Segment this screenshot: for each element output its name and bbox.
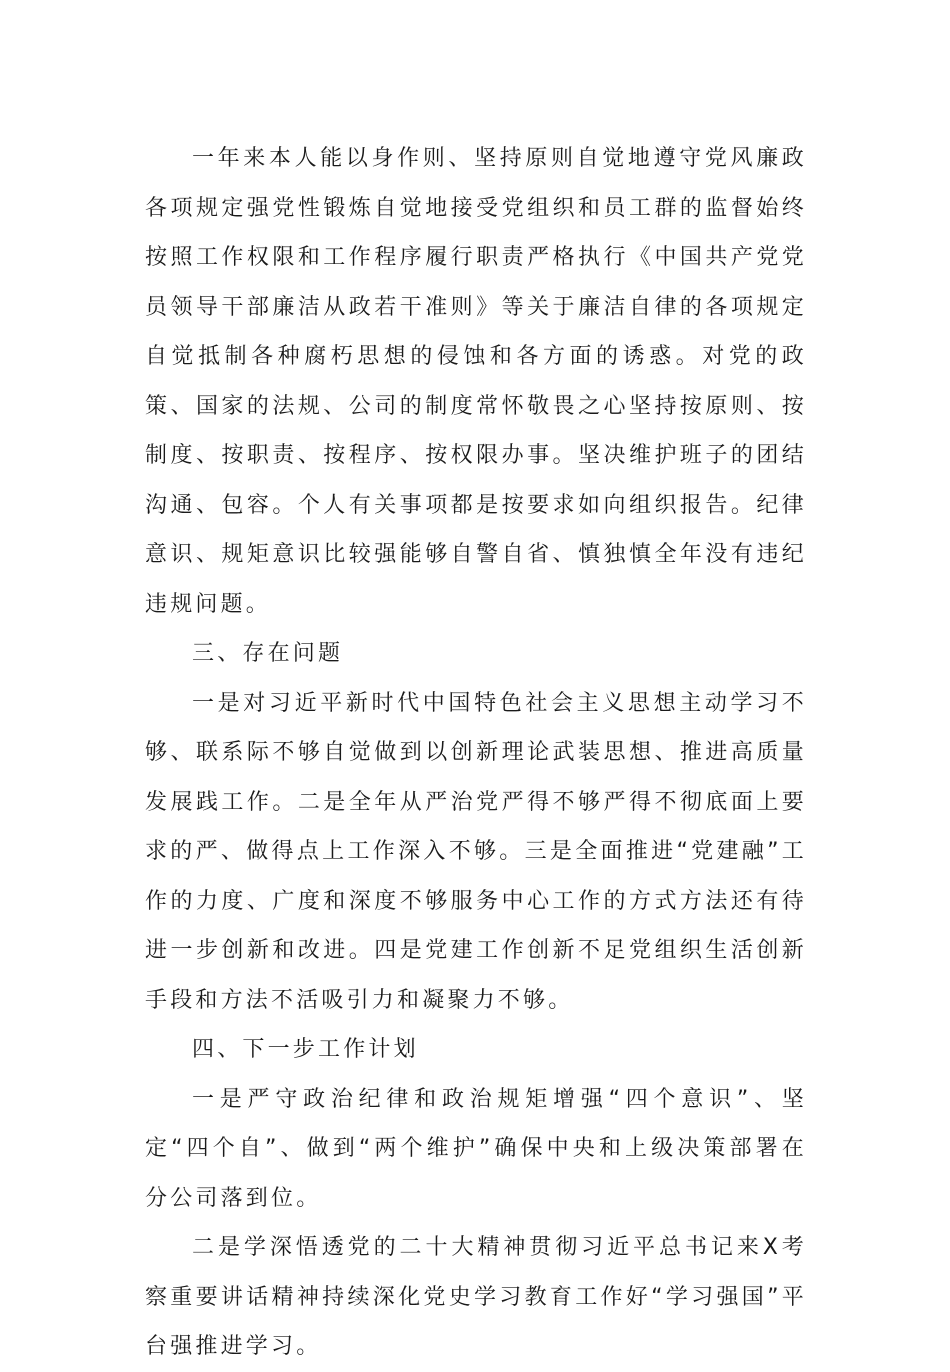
- paragraph-plan-2: 二是学深悟透党的二十大精神贯彻习近平总书记来X考察重要讲话精神持续深化党史学习教育工作好“学习强国”平台强推进学习。: [145, 1235, 807, 1359]
- document-body: [145, 134, 807, 1372]
- section-heading-next-steps: 四、下一步工作计划: [192, 1037, 419, 1062]
- paragraph-plan-1: 一是严守政治纪律和政治规矩增强“四个意识”、坚定“四个自”、做到“两个维护”确保中央和上级决策部署在分公司落到位。: [145, 1086, 807, 1211]
- section-heading-existing-problems: 三、存在问题: [192, 641, 344, 666]
- paragraph-integrity: 一年来本人能以身作则、坚持原则自觉地遵守党风廉政各项规定强党性锻炼自觉地接受党组织和员工群的监督始终按照工作权限和工作程序履行职责严格执行《中国共产党党员领导干部廉洁从政若干准则》等关于廉洁自律的各项规定自觉抵制各种腐朽思想的侵蚀和各方面的诱惑。对党的政策、国家的法规、公司的制度常怀敬畏之心坚持按原则、按制度、按职责、按程序、按权限办事。坚决维护班子的团结沟通、包容。个人有关事项都是按要求如向组织报告。纪律意识、规矩意识比较强能够自警自省、慎独慎全年没有违纪违规问题。: [145, 146, 807, 617]
- paragraph-problems: 一是对习近平新时代中国特色社会主义思想主动学习不够、联系际不够自觉做到以创新理论武装思想、推进高质量发展践工作。二是全年从严治党严得不够严得不彻底面上要求的严、做得点上工作深入不够。三是全面推进“党建融”工作的力度、广度和深度不够服务中心工作的方式方法还有待进一步创新和改进。四是党建工作创新不足党组织生活创新手段和方法不活吸引力和凝聚力不够。: [145, 690, 807, 1013]
